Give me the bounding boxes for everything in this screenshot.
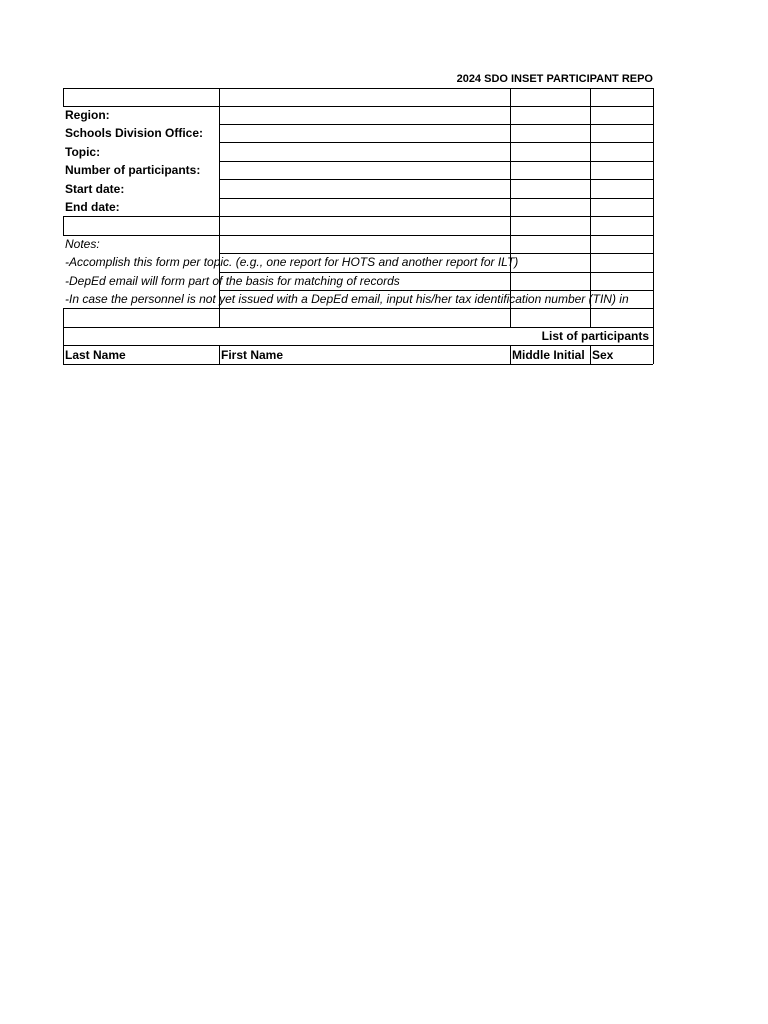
grid-line [63, 106, 653, 107]
grid-line [510, 345, 511, 364]
note-line: -In case the personnel is not yet issued with a DepEd email, input his/her tax identification number (TIN) in [65, 292, 629, 306]
column-header-sex: Sex [592, 348, 614, 362]
grid-line [219, 124, 653, 125]
grid-line [590, 345, 591, 364]
grid-line [63, 364, 653, 365]
grid-line [219, 179, 653, 180]
grid-line [63, 216, 653, 217]
list-of-participants-label: List of participants [541, 329, 649, 343]
grid-line [63, 88, 653, 89]
field-label-start-date: Start date: [65, 182, 125, 196]
grid-line [219, 345, 220, 364]
notes-heading: Notes: [65, 237, 100, 251]
note-line: -Accomplish this form per topic. (e.g., one report for HOTS and another report for ILT) [65, 255, 519, 269]
column-header-middle-initial: Middle Initial [512, 348, 585, 362]
column-header-first-name: First Name [221, 348, 284, 362]
grid-line [63, 88, 64, 106]
grid-line [63, 308, 653, 309]
field-label-topic: Topic: [65, 145, 101, 159]
grid-line [63, 345, 653, 346]
grid-line [219, 161, 653, 162]
field-label-schools-division-office: Schools Division Office: [65, 126, 204, 140]
grid-line [219, 142, 653, 143]
grid-line [653, 88, 654, 364]
report-title: 2024 SDO INSET PARTICIPANT REPO [456, 73, 653, 85]
grid-line [63, 235, 653, 236]
grid-line [63, 216, 64, 235]
field-label-region: Region: [65, 108, 110, 122]
grid-line [219, 198, 653, 199]
field-label-number-of-participants: Number of participants: [65, 163, 201, 177]
field-label-end-date: End date: [65, 200, 120, 214]
note-line: -DepEd email will form part of the basis for matching of records [65, 274, 400, 288]
column-header-last-name: Last Name [65, 348, 126, 362]
